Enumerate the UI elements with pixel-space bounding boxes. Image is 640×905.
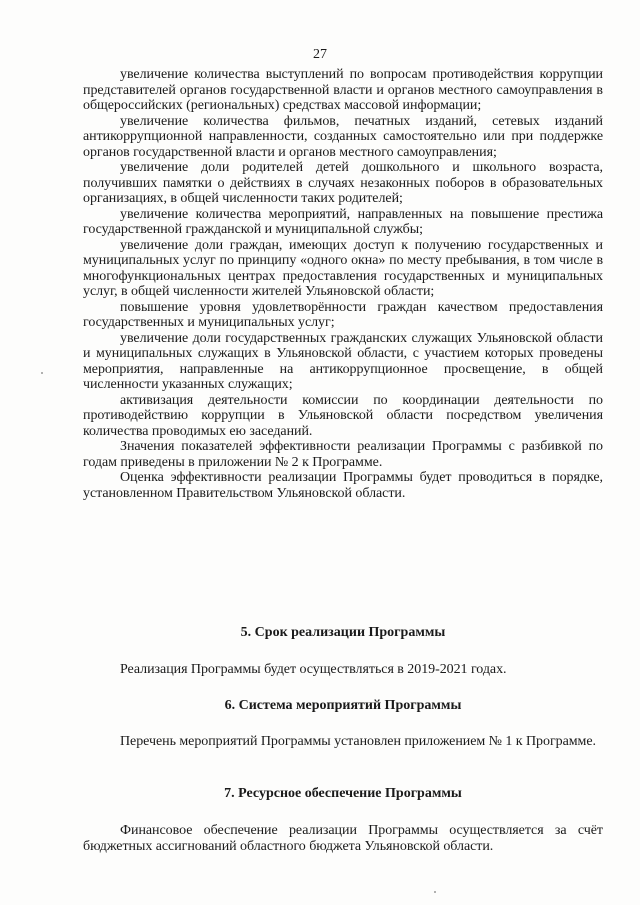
indicators-list — [83, 67, 603, 501]
section-7-text: Финансовое обеспечение реализации Программы осуществляется за счёт бюджетных ассигнований областного бюджета Ульяновской области. — [83, 823, 603, 854]
section-6-heading: 6. Система мероприятий Программы — [224, 698, 462, 713]
indicator-paragraph: активизация деятельности комиссии по координации деятельности по противодействию коррупции в Ульяновской области посредством увеличения количества проводимых ею заседаний. — [83, 392, 603, 439]
section-7-heading: 7. Ресурсное обеспечение Программы — [224, 786, 462, 801]
indicators-appendix-paragraph: Значения показателей эффективности реализации Программы с разбивкой по годам приведены в приложении № 2 к Программе. — [83, 439, 603, 470]
indicator-paragraph: увеличение количества мероприятий, направленных на повышение престижа государственной гражданской и муниципальной службы; — [83, 206, 603, 237]
section-5-text: Реализация Программы будет осуществляться в 2019-2021 годах. — [120, 662, 507, 677]
section-7-body — [83, 823, 603, 854]
section-6-body — [83, 734, 603, 750]
section-5-body — [83, 662, 603, 678]
scan-speck — [41, 372, 43, 374]
indicator-paragraph: повышение уровня удовлетворённости граждан качеством предоставления государственных и муниципальных услуг; — [83, 299, 603, 330]
indicator-paragraph: увеличение доли родителей детей дошкольного и школьного возраста, получивших памятки о действиях в случаях незаконных поборов в образовательных организациях, в общей численности таких родителей; — [83, 160, 603, 206]
section-6-text: Перечень мероприятий Программы установлен приложением № 1 к Программе. — [120, 734, 596, 749]
scan-speck — [434, 891, 436, 893]
section-5-heading: 5. Срок реализации Программы — [240, 625, 446, 640]
indicator-paragraph: увеличение доли граждан, имеющих доступ к получению государственных и муниципальных услуг по принципу «одного окна» по месту пребывания, в том числе в многофункциональных центрах предоставления государственных и муниципальных услуг, в общей численности жителей Ульяновской области; — [83, 237, 603, 299]
indicator-paragraph: увеличение доли государственных гражданских служащих Ульяновской области и муниципальных служащих в Ульяновской области, с участием которых проведены мероприятия, направленные на антикоррупционное просвещение, в общей численности указанных служащих; — [83, 330, 603, 392]
page-number: 27 — [313, 47, 327, 62]
indicator-paragraph: увеличение количества фильмов, печатных изданий, сетевых изданий антикоррупционной направленности, созданных самостоятельно или при поддержке органов государственной власти и органов местного самоуправления; — [83, 113, 603, 160]
evaluation-paragraph: Оценка эффективности реализации Программы будет проводиться в порядке, установленном Правительством Ульяновской области. — [83, 470, 603, 501]
indicator-paragraph: увеличение количества выступлений по вопросам противодействия коррупции представителей органов государственной власти и органов местного самоуправления в общероссийских (региональных) средствах массовой информации; — [83, 67, 603, 113]
